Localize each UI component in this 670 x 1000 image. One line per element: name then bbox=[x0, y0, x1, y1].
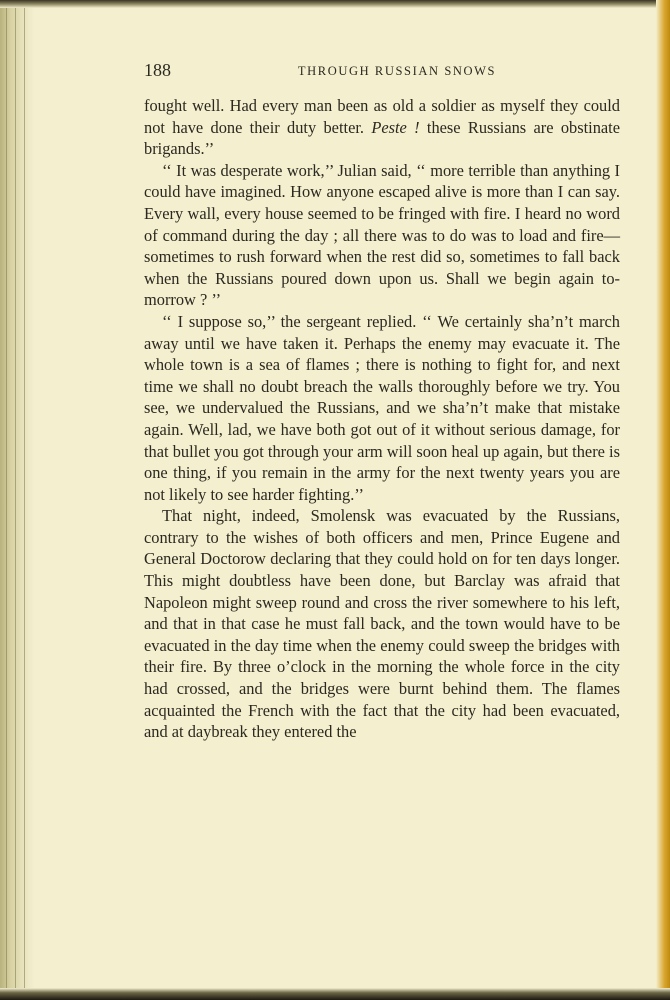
paragraph-text: these Russians are obstinate brigands.’’ bbox=[144, 117, 620, 159]
paragraph-text: fought well. Had every man been as old a soldier as myself they could not have done their duty better. bbox=[144, 96, 620, 137]
paragraph: ‘‘ I suppose so,’’ the sergeant replied. ‘‘ We certainly sha’n’t march away until we have taken it. Perhaps the enemy may evacuate it. The whole town is a sea of flames ; there is nothing to fight for, and next time we shall no doubt breach the walls thoroughly before we try. You see, we undervalued the Russians, and we sha’n’t make that mistake again. Well, lad, we have both got out of it without serious damage, for that bullet you got through your arm will soon heal up again, but there is one thing, if you remain in the army for the next twenty years you are not likely to see harder fighting.’’ bbox=[144, 311, 620, 504]
spine-fold-line bbox=[15, 0, 16, 1000]
spine-fold-line bbox=[24, 0, 25, 1000]
italic-phrase: Peste ! bbox=[371, 117, 420, 137]
page-top-edge bbox=[0, 0, 670, 8]
spine-fold-line bbox=[6, 0, 7, 1000]
paragraph: ‘‘ It was desperate work,’’ Julian said, ‘‘ more terrible than anything I could have imagined. How anyone escaped alive is more than I can say. Every wall, every house seemed to be fringed with fire. I heard no word of command during the day ; all there was to do was to load and fire—sometimes to rush forward when the rest did so, sometimes to fall back when the Russians poured down upon us. Shall we begin again to-morrow ? ’’ bbox=[144, 160, 620, 310]
paragraph: That night, indeed, Smolensk was evacuated by the Russians, contrary to the wishes of both officers and men, Prince Eugene and General Doctorow declaring that they could hold on for ten days longer. This might doubtless have been done, but Barclay was afraid that Napoleon might sweep round and cross the river somewhere to his left, and that in that case he must fall back, and the town would have to be evacuated in the day time when the enemy could sweep the bridges with their fire. By three o’clock in the morning the whole force in the city had crossed, and the bridges were burnt behind them. The flames acquainted the French with the fact that the city had been evacuated, and at daybreak they entered the bbox=[144, 506, 620, 742]
page-right-edge bbox=[656, 0, 670, 1000]
running-title: THROUGH RUSSIAN SNOWS bbox=[297, 64, 497, 78]
page-number: 188 bbox=[144, 60, 171, 80]
page-bottom-edge bbox=[0, 988, 670, 1000]
page-body bbox=[144, 95, 620, 743]
running-header bbox=[144, 60, 620, 86]
paragraph bbox=[144, 95, 620, 160]
